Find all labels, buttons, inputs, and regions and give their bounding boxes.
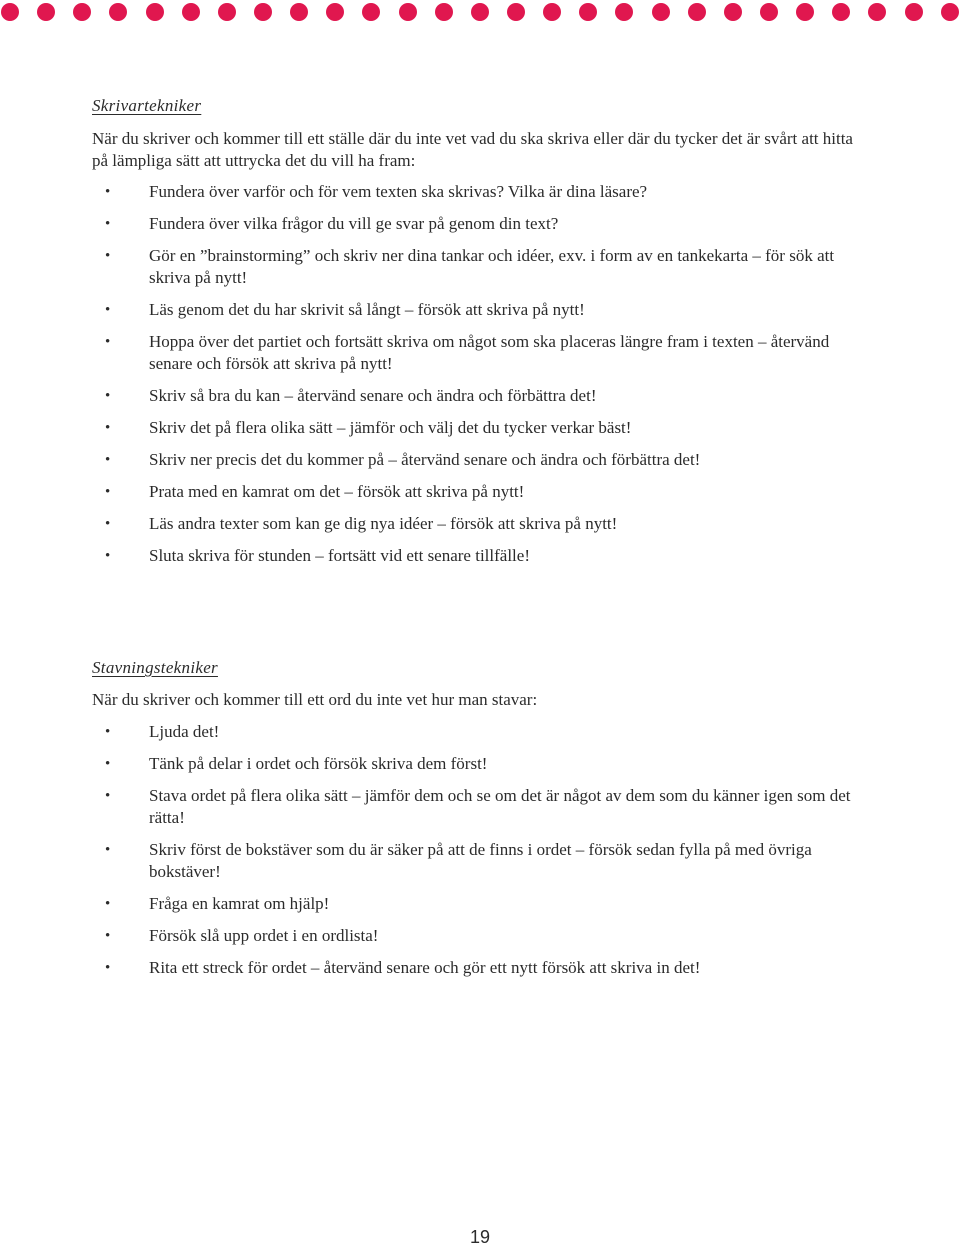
border-dot: [832, 3, 850, 21]
list-item: • Skriv ner precis det du kommer på – återvänd senare och ändra och förbättra det!: [92, 449, 872, 471]
list-item: • Skriv det på flera olika sätt – jämför och välj det du tycker verkar bäst!: [92, 417, 872, 439]
list-item: • Fundera över vilka frågor du vill ge svar på genom din text?: [92, 213, 872, 235]
list-item: • Prata med en kamrat om det – försök att skriva på nytt!: [92, 481, 872, 503]
border-dot: [652, 3, 670, 21]
border-dot: [290, 3, 308, 21]
border-dot: [724, 3, 742, 21]
border-dot: [760, 3, 778, 21]
border-dot: [579, 3, 597, 21]
border-dot: [615, 3, 633, 21]
border-dot: [109, 3, 127, 21]
border-dot: [37, 3, 55, 21]
border-dot: [796, 3, 814, 21]
border-dot: [362, 3, 380, 21]
list-item: • Tänk på delar i ordet och försök skriva dem först!: [92, 753, 872, 775]
list-item: • Gör en ”brainstorming” och skriv ner dina tankar och idéer, exv. i form av en tankekarta – för sök att skriva på nytt!: [92, 245, 872, 289]
bullet-list-stavningstekniker: [92, 721, 872, 979]
section-heading-skrivartekniker: Skrivartekniker: [92, 96, 202, 115]
border-dot: [146, 3, 164, 21]
list-item: • Stava ordet på flera olika sätt – jämför dem och se om det är något av dem som du känner igen som det rätta!: [92, 785, 872, 829]
border-dot: [218, 3, 236, 21]
border-dot: [326, 3, 344, 21]
list-item: • Sluta skriva för stunden – fortsätt vid ett senare tillfälle!: [92, 545, 872, 567]
border-dot: [399, 3, 417, 21]
border-dot: [1, 3, 19, 21]
list-item: • Skriv så bra du kan – återvänd senare och ändra och förbättra det!: [92, 385, 872, 407]
list-item: • Hoppa över det partiet och fortsätt skriva om något som ska placeras längre fram i texten – återvänd senare och försök att skriva på nytt!: [92, 331, 872, 375]
section-intro-stavningstekniker: När du skriver och kommer till ett ord du inte vet hur man stavar:: [92, 690, 538, 709]
border-dot: [868, 3, 886, 21]
list-item: • Fundera över varför och för vem texten ska skrivas? Vilka är dina läsare?: [92, 181, 872, 203]
border-dot: [254, 3, 272, 21]
section-intro-skrivartekniker: När du skriver och kommer till ett ställe där du inte vet vad du ska skriva eller där du tycker det är svårt att hitta på lämpliga sätt att uttrycka det du vill ha fram:: [92, 129, 853, 170]
list-item: • Ljuda det!: [92, 721, 872, 743]
border-dot: [688, 3, 706, 21]
section-heading-stavningstekniker: Stavningstekniker: [92, 658, 218, 677]
list-item: • Läs andra texter som kan ge dig nya idéer – försök att skriva på nytt!: [92, 513, 872, 535]
border-dot: [471, 3, 489, 21]
decorative-dot-border: [0, 3, 960, 23]
page-number: 19: [469, 1227, 491, 1247]
list-item: • Rita ett streck för ordet – återvänd senare och gör ett nytt försök att skriva in det!: [92, 957, 872, 979]
border-dot: [73, 3, 91, 21]
list-item: • Läs genom det du har skrivit så långt – försök att skriva på nytt!: [92, 299, 872, 321]
bullet-list-skrivartekniker: [92, 181, 872, 567]
border-dot: [905, 3, 923, 21]
list-item: • Fråga en kamrat om hjälp!: [92, 893, 872, 915]
border-dot: [507, 3, 525, 21]
border-dot: [543, 3, 561, 21]
border-dot: [182, 3, 200, 21]
list-item: • Försök slå upp ordet i en ordlista!: [92, 925, 872, 947]
border-dot: [941, 3, 959, 21]
border-dot: [435, 3, 453, 21]
list-item: • Skriv först de bokstäver som du är säker på att de finns i ordet – försök sedan fylla på med övriga bokstäver!: [92, 839, 872, 883]
